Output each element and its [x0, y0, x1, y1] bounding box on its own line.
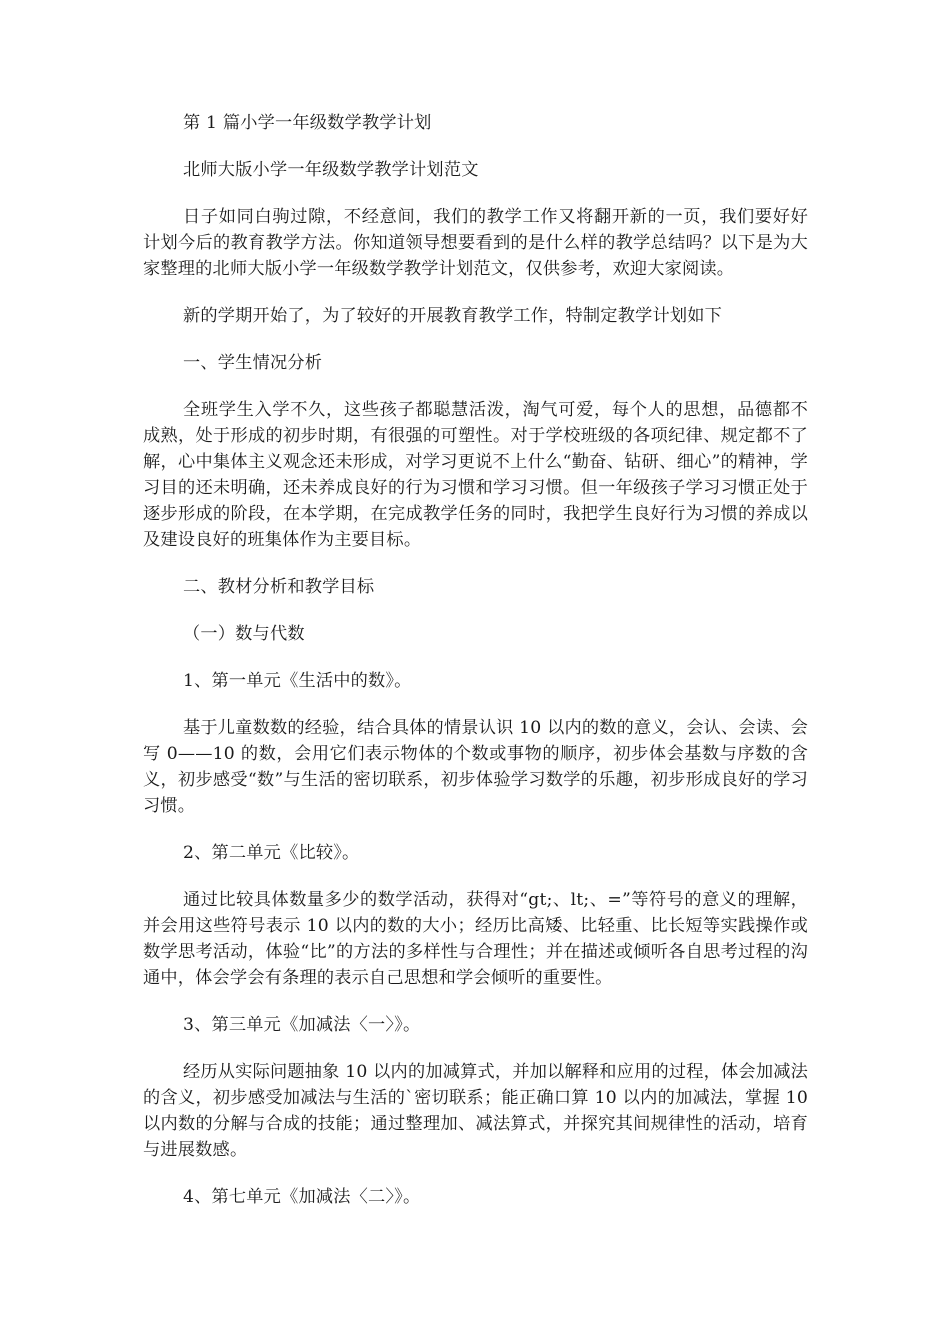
unit-heading-3: 3、第三单元《加减法〈一〉》。 [183, 1015, 421, 1035]
subsection-heading-numbers-algebra: （一）数与代数 [183, 624, 305, 644]
unit-paragraph-3: 经历从实际问题抽象 10 以内的加减算式，并加以解释和应用的过程，体会加减法的含义，初步感受加减法与生活的`密切联系；能正确口算 10 以内的加减法，掌握 10 以内数的分解与合成的技能；通过整理加、减法算式，并探究其间规律性的活动，培育与进展数感。 [143, 1062, 808, 1160]
unit-paragraph-1: 基于儿童数数的经验，结合具体的情景认识 10 以内的数的意义，会认、会读、会写 0——10 的数，会用它们表示物体的个数或事物的顺序，初步体会基数与序数的含义，初步感受“数”与生活的密切联系，初步体验学习数学的乐趣，初步形成良好的学习习惯。 [143, 718, 808, 816]
section-heading-textbook-analysis: 二、教材分析和教学目标 [183, 577, 375, 597]
unit-heading-2: 2、第二单元《比较》。 [183, 843, 360, 863]
unit-heading-4: 4、第七单元《加减法〈二〉》。 [183, 1187, 421, 1207]
intro-paragraph: 日子如同白驹过隙，不经意间，我们的教学工作又将翻开新的一页，我们要好好计划今后的教育教学方法。你知道领导想要看到的是什么样的教学总结吗？以下是为大家整理的北师大版小学一年级数学教学计划范文，仅供参考，欢迎大家阅读。 [143, 207, 808, 279]
document-title: 第 1 篇小学一年级数学教学计划 [183, 113, 432, 133]
unit-heading-1: 1、第一单元《生活中的数》。 [183, 671, 412, 691]
document-body [143, 110, 808, 1231]
document-subtitle: 北师大版小学一年级数学教学计划范文 [183, 160, 479, 180]
unit-paragraph-2: 通过比较具体数量多少的数学活动，获得对“gt;、lt;、=”等符号的意义的理解，并会用这些符号表示 10 以内的数的大小；经历比高矮、比轻重、比长短等实践操作或数学思考活动，体验“比”的方法的多样性与合理性；并在描述或倾听各自思考过程的沟通中，体会学会有条理的表示自己思想和学会倾听的重要性。 [143, 890, 808, 988]
student-analysis-paragraph: 全班学生入学不久，这些孩子都聪慧活泼，淘气可爱，每个人的思想，品德都不成熟，处于形成的初步时期，有很强的可塑性。对于学校班级的各项纪律、规定都不了解，心中集体主义观念还未形成，对学习更说不上什么“勤奋、钻研、细心”的精神，学习目的还未明确，还未养成良好的行为习惯和学习习惯。但一年级孩子学习习惯正处于逐步形成的阶段，在本学期，在完成教学任务的同时，我把学生良好行为习惯的养成以及建设良好的班集体作为主要目标。 [143, 400, 808, 550]
section-heading-student-analysis: 一、学生情况分析 [183, 353, 323, 373]
opening-paragraph: 新的学期开始了，为了较好的开展教育教学工作，特制定教学计划如下 [183, 306, 723, 326]
